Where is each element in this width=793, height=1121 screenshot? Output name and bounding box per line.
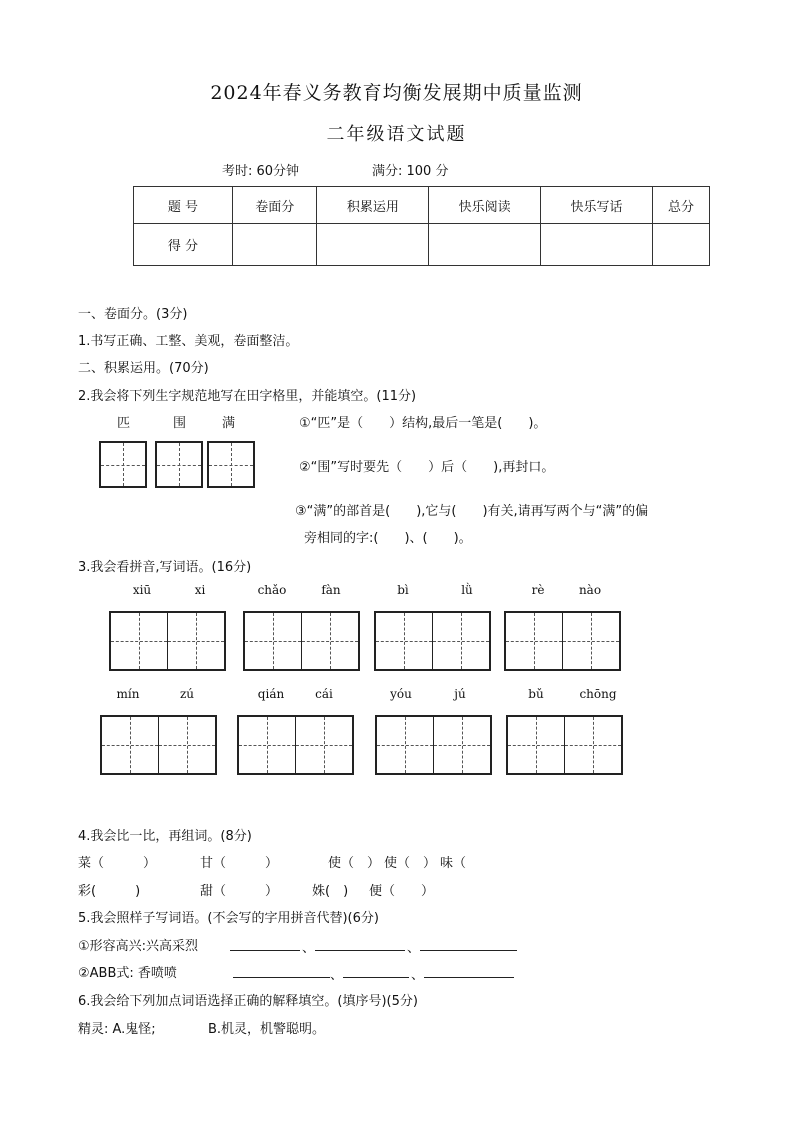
definition-a: 精灵: A.鬼怪; xyxy=(78,1022,156,1037)
char-wei: 围 xyxy=(173,416,187,431)
question-3-title: 3.我会看拼音,写词语。(16分) xyxy=(78,560,252,575)
section-two-heading: 二、积累运用。(70分) xyxy=(78,361,209,376)
separator: 、 xyxy=(330,968,344,983)
tianzige-word-grid[interactable] xyxy=(109,611,226,671)
separator: 、 xyxy=(411,968,425,983)
pinyin-label: rè xyxy=(531,583,545,597)
compare-item: 彩( ) xyxy=(78,884,141,899)
pinyin-label: cái xyxy=(315,687,333,701)
pinyin-label: xiū xyxy=(132,583,152,597)
example-2: ②ABB式: 香喷喷 xyxy=(78,966,177,981)
score-input-cell[interactable] xyxy=(541,224,653,266)
pinyin-label: chǎo xyxy=(257,583,287,597)
pinyin-label: qián xyxy=(257,687,285,701)
separator: 、 xyxy=(407,941,421,956)
score-input-cell[interactable] xyxy=(317,224,429,266)
score-header-cell: 快乐阅读 xyxy=(429,187,541,224)
score-header-cell: 积累运用 xyxy=(317,187,429,224)
compare-item: 甘（ ） xyxy=(200,856,279,871)
answer-line[interactable] xyxy=(424,977,514,978)
exam-time: 考时: 60分钟 xyxy=(222,164,300,179)
compare-item: 使（ ） xyxy=(328,856,381,871)
char-man: 满 xyxy=(222,416,236,431)
question-2-sub1: ①“匹”是（ ）结构,最后一笔是( )。 xyxy=(299,416,547,431)
question-5-title: 5.我会照样子写词语。(不会写的字用拼音代替)(6分) xyxy=(78,911,379,926)
exam-full-score: 满分: 100 分 xyxy=(372,164,449,179)
score-table xyxy=(133,186,710,266)
pinyin-label: jú xyxy=(454,687,466,701)
score-input-cell[interactable] xyxy=(233,224,317,266)
question-2-sub3: ③“满”的部首是( ),它与( )有关,请再写两个与“满”的偏 xyxy=(295,504,649,519)
score-input-cell[interactable] xyxy=(652,224,709,266)
score-header-cell: 快乐写话 xyxy=(541,187,653,224)
compare-item: 菜（ ） xyxy=(78,856,157,871)
answer-line[interactable] xyxy=(230,950,300,951)
char-pi: 匹 xyxy=(117,416,131,431)
definition-b: B.机灵，机警聪明。 xyxy=(208,1022,326,1037)
tianzige-grid-pi[interactable] xyxy=(99,441,147,488)
separator: 、 xyxy=(302,941,316,956)
compare-item: 使（ ） xyxy=(384,856,437,871)
section-one-heading: 一、卷面分。(3分) xyxy=(78,307,188,322)
pinyin-label: bì xyxy=(397,583,409,597)
tianzige-grid-man[interactable] xyxy=(207,441,255,488)
tianzige-word-grid[interactable] xyxy=(237,715,354,775)
score-row-label: 得 分 xyxy=(134,224,233,266)
pinyin-label: chōng xyxy=(579,687,617,701)
score-header-cell: 题 号 xyxy=(134,187,233,224)
pinyin-label: yóu xyxy=(390,687,412,701)
pinyin-label: fàn xyxy=(321,583,341,597)
score-table-score-row xyxy=(134,224,710,266)
tianzige-word-grid[interactable] xyxy=(374,611,491,671)
score-table-header-row xyxy=(134,187,710,224)
question-2-sub2: ②“围”写时要先（ ）后（ ),再封口。 xyxy=(299,460,555,475)
exam-subtitle: 二年级语文试题 xyxy=(326,124,467,145)
pinyin-label: lǜ xyxy=(461,583,473,597)
exam-title: 2024年春义务教育均衡发展期中质量监测 xyxy=(210,82,583,104)
pinyin-label: mín xyxy=(116,687,140,701)
pinyin-label: nào xyxy=(578,583,602,597)
tianzige-word-grid[interactable] xyxy=(504,611,621,671)
answer-line[interactable] xyxy=(315,950,405,951)
compare-item: 甜（ ） xyxy=(200,884,279,899)
question-2-sub3-continued: 旁相同的字:( )、( )。 xyxy=(304,531,472,546)
tianzige-word-grid[interactable] xyxy=(243,611,360,671)
score-header-cell: 总分 xyxy=(652,187,709,224)
pinyin-label: xi xyxy=(194,583,206,597)
answer-line[interactable] xyxy=(233,977,330,978)
pinyin-label: zú xyxy=(179,687,195,701)
compare-item: 味（ xyxy=(440,856,467,871)
tianzige-grid-wei[interactable] xyxy=(155,441,203,488)
question-2-title: 2.我会将下列生字规范地写在田字格里，并能填空。(11分) xyxy=(78,389,417,404)
question-6-title: 6.我会给下列加点词语选择正确的解释填空。(填序号)(5分) xyxy=(78,994,418,1009)
example-1: ①形容高兴:兴高采烈 xyxy=(78,939,199,954)
compare-item: 姝( ) xyxy=(312,884,349,899)
tianzige-word-grid[interactable] xyxy=(375,715,492,775)
answer-line[interactable] xyxy=(343,977,409,978)
question-4-title: 4.我会比一比，再组词。(8分) xyxy=(78,829,252,844)
answer-line[interactable] xyxy=(420,950,517,951)
score-input-cell[interactable] xyxy=(429,224,541,266)
pinyin-label: bǔ xyxy=(528,687,544,701)
question-1: 1.书写正确、工整、美观，卷面整洁。 xyxy=(78,334,299,349)
compare-item: 便（ ） xyxy=(369,884,435,899)
score-header-cell: 卷面分 xyxy=(233,187,317,224)
tianzige-word-grid[interactable] xyxy=(506,715,623,775)
tianzige-word-grid[interactable] xyxy=(100,715,217,775)
